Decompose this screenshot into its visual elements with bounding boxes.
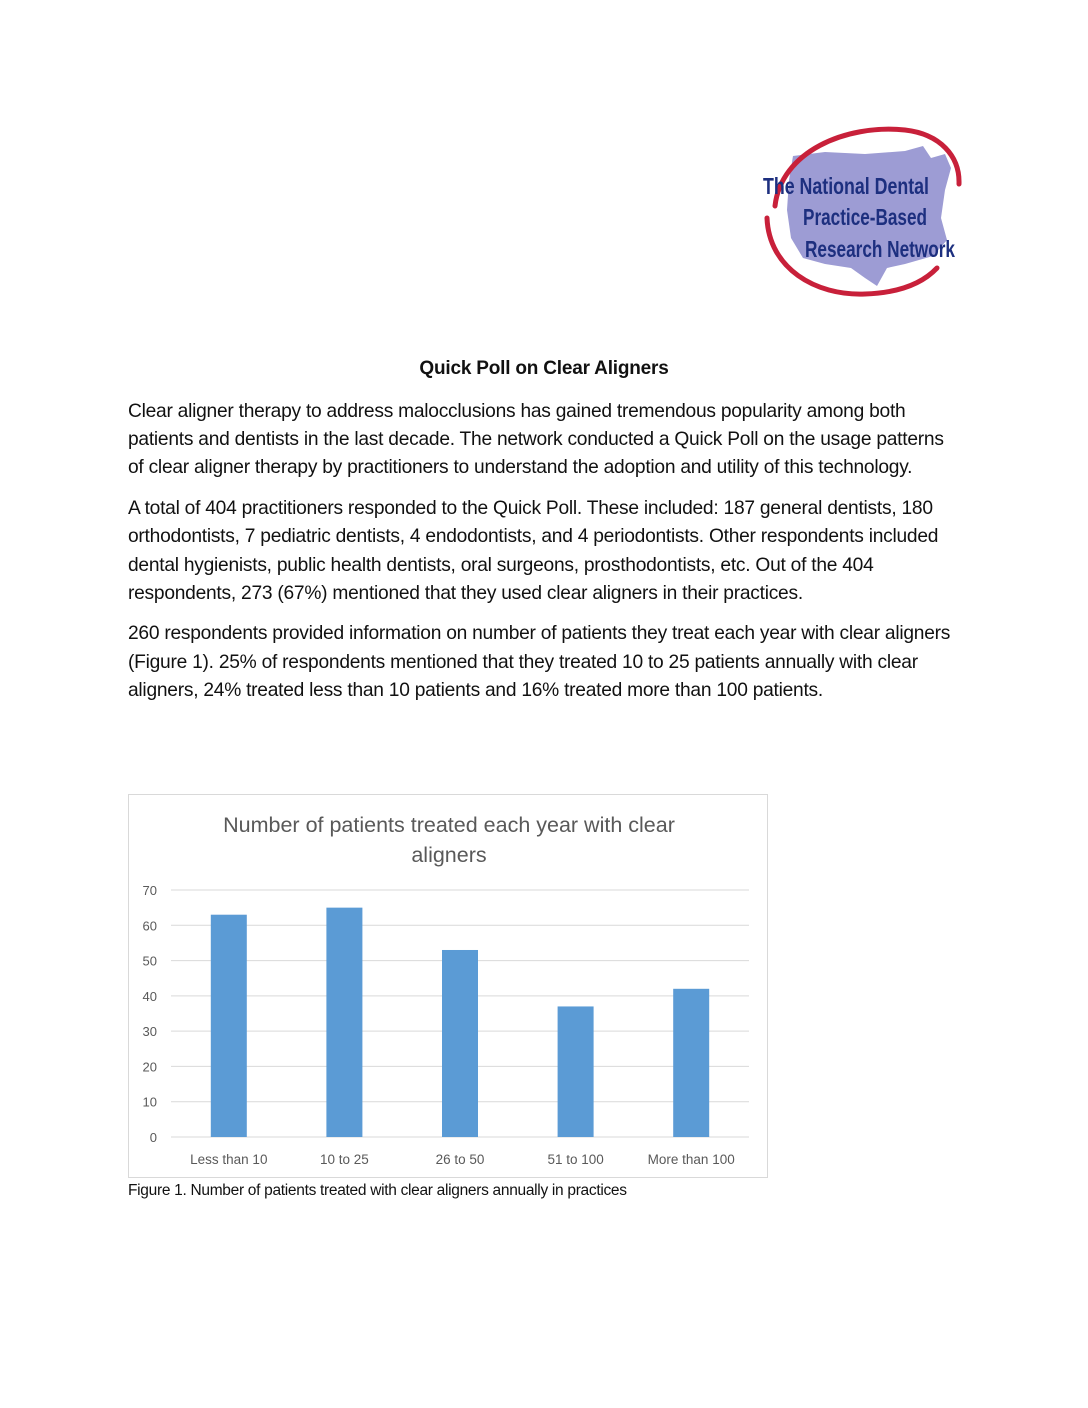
chart-y-axis — [143, 883, 157, 1145]
logo-line-2: Practice-Based — [803, 204, 927, 230]
chart-title-line-1: Number of patients treated each year with clear — [223, 813, 675, 837]
paragraph-intro: Clear aligner therapy to address malocclusions has gained tremendous popularity among both patients and dentists in the last decade. The network conducted a Quick Poll on the usage patterns of clear aligner therapy by practitioners to understand the adoption and utility of this technology. — [128, 401, 944, 479]
chart-canvas — [129, 795, 769, 1179]
y-tick-label: 10 — [142, 1094, 157, 1110]
bar-3 — [442, 950, 478, 1137]
x-tick-label: More than 100 — [647, 1152, 735, 1167]
x-tick-label: 26 to 50 — [435, 1152, 485, 1167]
chart-title-line-2: aligners — [411, 843, 487, 867]
figure-caption: Figure 1. Number of patients treated with clear aligners annually in practices — [128, 1182, 627, 1199]
chart-bars — [211, 908, 709, 1137]
chart-x-axis — [190, 1152, 735, 1167]
bar-2 — [326, 908, 362, 1137]
y-tick-label: 20 — [142, 1059, 157, 1075]
x-tick-label: 51 to 100 — [547, 1152, 604, 1167]
y-tick-label: 0 — [149, 1130, 157, 1145]
bar-1 — [211, 915, 247, 1137]
y-tick-label: 40 — [142, 988, 157, 1004]
logo-line-1: The National Dental — [763, 173, 929, 199]
paragraph-patients: 260 respondents provided information on number of patients they treat each year with clear aligners (Figure 1). 25% of respondents mentioned that they treated 10 to 25 patients annually with clear aligners, 24% treated less than 10 patients and 16% treated more than 100 patients. — [128, 623, 951, 701]
x-tick-label: Less than 10 — [190, 1152, 268, 1167]
bar-4 — [558, 1006, 594, 1137]
bar-5 — [673, 989, 709, 1137]
y-tick-label: 30 — [142, 1024, 157, 1040]
network-logo — [755, 118, 965, 303]
y-tick-label: 50 — [142, 953, 157, 969]
document-title: Quick Poll on Clear Aligners — [419, 358, 669, 379]
y-tick-label: 70 — [142, 883, 157, 898]
logo-line-3: Research Network — [805, 236, 956, 262]
y-tick-label: 60 — [142, 918, 157, 934]
paragraph-respondents: A total of 404 practitioners responded to the Quick Poll. These included: 187 general dentists, 180 orthodontists, 7 pediatric dentists, 4 endodontists, and 4 periodontists. Other respondents included dental hygienists, public health dentists, oral surgeons, prosthodontists, etc. Out of the 404 respondents, 273 (67%) mentioned that they used clear aligners in their practices. — [128, 498, 939, 604]
patients-bar-chart — [128, 794, 768, 1178]
x-tick-label: 10 to 25 — [320, 1152, 369, 1167]
document-body — [128, 398, 958, 718]
